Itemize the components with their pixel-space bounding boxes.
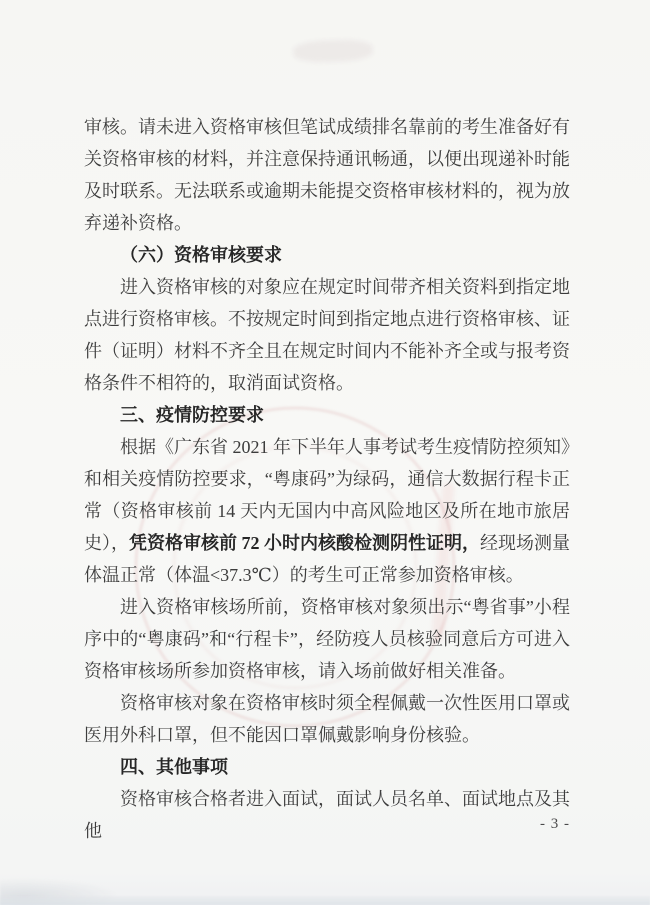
document-body <box>84 111 570 847</box>
bold-text-run: （六）资格审核要求 <box>120 245 282 265</box>
section-heading <box>84 751 570 783</box>
scan-bottom-edge <box>0 896 650 905</box>
page-number: - 3 - <box>540 816 570 832</box>
subsection-heading <box>84 239 570 271</box>
text-run: 进入资格审核的对象应在规定时间带齐相关资料到指定地点进行资格审核。不按规定时间到指定地点进行资格审核、证件（证明）材料不齐全且在规定时间内不能补齐全或与报考资格条件不相符的，取消面试资格。 <box>84 277 570 393</box>
paragraph <box>84 111 570 239</box>
paragraph <box>84 687 570 751</box>
section-heading <box>84 399 570 431</box>
text-run: 资格审核对象在资格审核时须全程佩戴一次性医用口罩或医用外科口罩，但不能因口罩佩戴影响身份核验。 <box>84 693 570 745</box>
bold-text-run: 三、疫情防控要求 <box>120 405 264 425</box>
text-run: 根据《广东省 2021 年下半年人事考试考生疫情防控须知》和相关疫情防控要求，“粤康码”为绿码，通信大数据行程卡正常（资格审核前 14 天内无国内中高风险地区及所在地市旅居史）， <box>84 437 570 553</box>
bold-text-run: 四、其他事项 <box>120 757 228 777</box>
bold-text-run: 凭资格审核前 72 小时内核酸检测阴性证明， <box>129 533 480 553</box>
scan-bottom-margin <box>0 905 650 918</box>
text-run: 进入资格审核场所前，资格审核对象须出示“粤省事”小程序中的“粤康码”和“行程卡”，经防疫人员核验同意后方可进入资格审核场所参加资格审核，请入场前做好相关准备。 <box>84 597 570 681</box>
paragraph <box>84 591 570 687</box>
paragraph <box>84 431 570 591</box>
text-run: 经现场测量体温正常（体温<37.3℃）的考生可正常参加资格审核。 <box>84 533 570 585</box>
paragraph <box>84 783 570 847</box>
text-run: 资格审核合格者进入面试，面试人员名单、面试地点及其他 <box>84 789 570 841</box>
ink-bleed-smudge <box>293 39 374 64</box>
paragraph <box>84 271 570 399</box>
text-run: 审核。请未进入资格审核但笔试成绩排名靠前的考生准备好有关资格审核的材料，并注意保持通讯畅通，以便出现递补时能及时联系。无法联系或逾期未能提交资格审核材料的，视为放弃递补资格。 <box>84 117 570 233</box>
